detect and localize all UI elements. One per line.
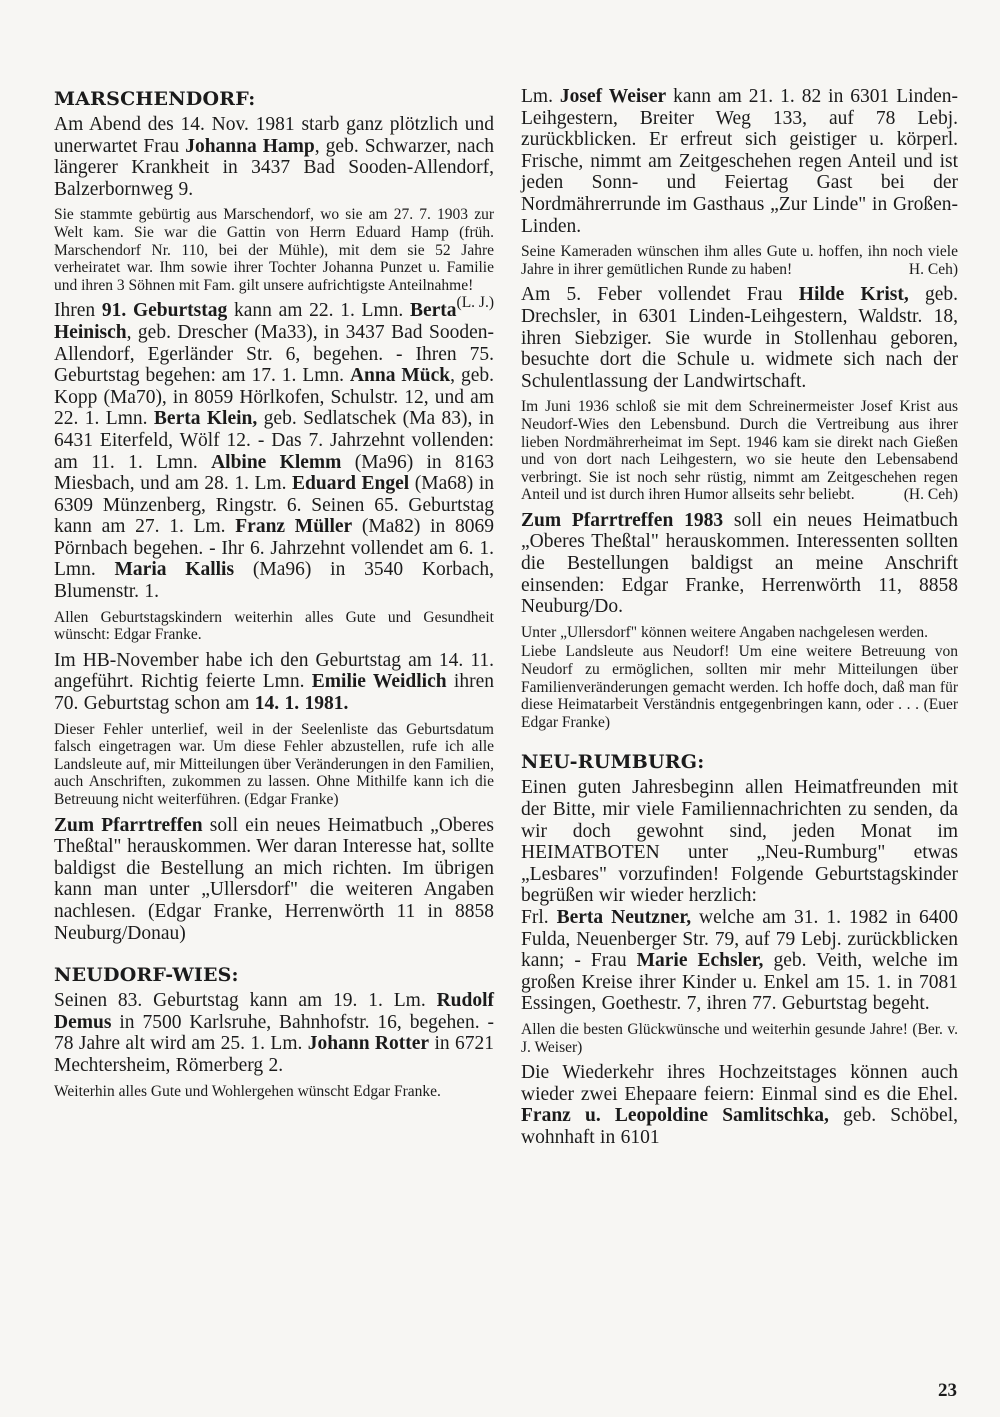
paragraph: Frl. Berta Neutzner, welche am 31. 1. 1982 in 6400 Fulda, Neuenberger Str. 79, auf 79 Lebj. zurückblicken kann; - Frau Marie Echsler, geb. Veith, welche im großen Kreise ihrer Kinder u. Enkel am 15. 1. in 7081 Essingen, Goethestr. 7, ihren 77. Geburtstag begeht. [521, 906, 958, 1015]
small-paragraph: Allen Geburtstagskindern weiterhin alles Gute und Gesundheit wünscht: Edgar Franke. [54, 608, 494, 644]
paragraph: Zum Pfarrtreffen 1983 soll ein neues Heimatbuch „Oberes Theßtal" herauskommen. Interessenten sollten die Bestellungen baldigst an meine Anschrift einsenden: Edgar Franke, Herrenwörth 11, 8858 Neuburg/Do. [521, 509, 959, 618]
small-paragraph: Unter „Ullersdorf" können weitere Angaben nachgelesen werden. [521, 623, 929, 641]
small-paragraph: Dieser Fehler unterlief, weil in der Seelenliste das Geburtsdatum falsch eingetragen war. Um diese Fehler abzustellen, rufe ich alle Landsleute auf, mir Mitteilungen über Veränderungen in den Familien, auch Anschriften, zukommen zu lassen. Ohne Mithilfe kann ich die Betreuung nicht weiterführen. (Edgar Franke) [54, 720, 494, 808]
section-heading-marschendorf: MARSCHENDORF: [54, 88, 256, 110]
small-paragraph: Allen die besten Glückwünsche und weiterhin gesunde Jahre! (Ber. v. J. Weiser) [521, 1020, 958, 1056]
left-column [54, 88, 494, 1106]
small-paragraph: Liebe Landsleute aus Neudorf! Um eine weitere Betreuung von Neudorf zu ermöglichen, sollten mir mehr Mitteilungen über Familienveränderungen gemacht werden. Ich hoffe doch, daß man für diese Heimatarbeit Verständnis entgegenbringen kann, oder . . . (Euer Edgar Franke) [521, 643, 958, 731]
paragraph: Lm. Josef Weiser kann am 21. 1. 82 in 6301 Linden-Leihgestern, Breiter Weg 133, auf 78 Lebj. zurückblicken. Er erfreut sich geistiger u. körperl. Frische, nimmt am Zeitgeschehen regen Anteil und ist jeden Sonn- und Feiertag Gast bei der Nordmährerrunde im Gasthaus „Zur Linde" in Großen-Linden. [521, 86, 958, 237]
paragraph: Zum Pfarrtreffen soll ein neues Heimatbuch „Oberes Theßtal" herauskommen. Wer daran Interesse hat, sollte baldigst die Bestellung an mich richten. Im übrigen kann man unter „Ullersdorf" die weiteren Angaben nachlesen. (Edgar Franke, Herrenwörth 11 in 8858 Neuburg/Donau) [54, 814, 495, 944]
section-heading-neu-rumburg: NEU-RUMBURG: [521, 751, 705, 774]
right-column [521, 86, 958, 1155]
paragraph: Seinen 83. Geburtstag kann am 19. 1. Lm. Rudolf Demus in 7500 Karlsruhe, Bahnhofstr. 16, begehen. - 78 Jahre alt wird am 25. 1. Lm. Johann Rotter in 6721 Mechtersheim, Römerberg 2. [54, 990, 495, 1076]
page-number: 23 [938, 1380, 957, 1401]
paragraph: Ihren 91. Geburtstag kann am 22. 1. Lmn. Berta Heinisch, geb. Drescher (Ma33), in 3437 Bad Sooden-Allendorf, Egerländer Str. 6, begehen. - Ihren 75. Geburtstag begehen: am 17. 1. Lmn. Anna Mück, geb. Kopp (Ma70), in 8059 Hörlkofen, Schulstr. 12, und am 22. 1. Lmn. Berta Klein, geb. Sedlatschek (Ma 83), in 6431 Eiterfeld, Wölf 12. - Das 7. Jahrzehnt vollenden: am 11. 1. Lmn. Albine Klemm (Ma96) in 8163 Miesbach, und am 28. 1. Lm. Eduard Engel (Ma68) in 6309 Münzenberg, Ringstr. 6. Seinen 65. Geburtstag kann am 27. 1. Lm. Franz Müller (Ma82) in 8069 Pörnbach begehen. - Ihr 6. Jahrzehnt vollendet am 6. 1. Lmn. Maria Kallis (Ma96) in 3540 Korbach, Blumenstr. 1. [54, 300, 494, 603]
small-paragraph: Weiterhin alles Gute und Wohlergehen wünscht Edgar Franke. [54, 1082, 441, 1100]
paragraph: Am Abend des 14. Nov. 1981 starb ganz plötzlich und unerwartet Frau Johanna Hamp, geb. Schwarzer, nach längerer Krankheit in 3437 Bad Sooden-Allendorf, Balzerbornweg 9. [54, 114, 494, 200]
paragraph: Am 5. Feber vollendet Frau Hilde Krist, geb. Drechsler, in 6301 Linden-Leihgestern, Waldstr. 18, ihren Siebziger. Sie wurde in Stollenhau geboren, besuchte dort die Schule u. widmete sich nach der Schulentlassung der Landwirtschaft. [521, 284, 959, 392]
paragraph: Die Wiederkehr ihres Hochzeitstages können auch wieder zwei Ehepaare feiern: Einmal sind es die Ehel. Franz u. Leopoldine Samlitschka, geb. Schöbel, wohnhaft in 6101 [521, 1062, 958, 1148]
small-paragraph: Im Juni 1936 schloß sie mit dem Schreinermeister Josef Krist aus Neudorf-Wies den Lebensbund. Durch die Vertreibung aus ihrer lieben Nordmährerheimat im Sept. 1946 kam sie direkt nach Gießen und von dort nach Leihgestern, wo sie heute den Lebensabend verbringt. Sie ist noch sehr rüstig, nimmt am Zeitgeschehen regen Anteil und ist durch ihren Humor allseits sehr beliebt. (H. Ceh) [521, 398, 958, 504]
paragraph: Einen guten Jahresbeginn allen Heimatfreunden mit der Bitte, mir viele Familiennachrichten zu senden, da wir doch gewohnt sind, jeden Monat im HEIMATBOTEN unter „Neu-Rumburg" etwas „Lesbares" vorzufinden! Folgende Geburtstagskinder begrüßen wir wieder herzlich: [521, 777, 958, 907]
small-paragraph: Seine Kameraden wünschen ihm alles Gute u. hoffen, ihn noch viele Jahre in ihrer gemütlichen Runde zu haben! H. Ceh) [521, 243, 958, 278]
signature: (H. Ceh) [903, 486, 958, 504]
signature: (L. J.) [456, 294, 494, 312]
signature: H. Ceh) [908, 260, 958, 278]
paragraph: Im HB-November habe ich den Geburtstag am 14. 11. angeführt. Richtig feierte Lmn. Emilie Weidlich ihren 70. Geburtstag schon am 14. 1. 1981. [54, 649, 494, 715]
small-paragraph: Sie stammte gebürtig aus Marschendorf, wo sie am 27. 7. 1903 zur Welt kam. Sie war die Gattin von Herrn Eduard Hamp (früh. Marschendorf Nr. 110, bei der Mühle), mit dem sie 52 Jahre verheiratet war. Ihm sowie ihrer Tochter Johanna Punzet u. Familie und ihren 3 Söhnen mit Fam. gilt unsere aufrichtigste Anteilnahme! (L. J.) [54, 206, 494, 312]
section-heading-neudorf-wies: NEUDORF-WIES: [54, 964, 239, 987]
